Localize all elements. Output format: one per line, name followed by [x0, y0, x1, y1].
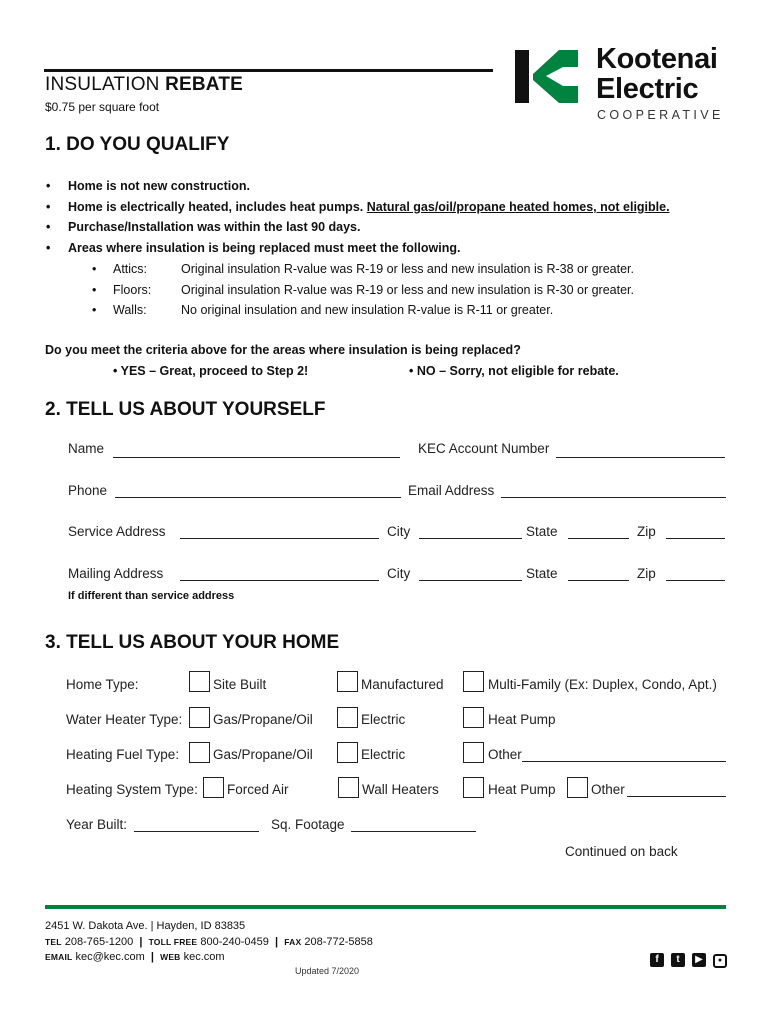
- footer-web-link[interactable]: kec.com: [183, 951, 225, 963]
- system-other-field[interactable]: [627, 796, 726, 797]
- water-heat-pump-checkbox[interactable]: [463, 707, 484, 728]
- phone-field[interactable]: [115, 497, 401, 498]
- qualify-bullet: • Areas where insulation is being replaced must meet the following.: [46, 241, 461, 255]
- answer-yes: • YES – Great, proceed to Step 2!: [113, 364, 309, 378]
- footer-phones: TEL 208-765-1200 | TOLL FREE 800-240-0459 | FAX 208-772-5858: [45, 936, 373, 948]
- service-state-field[interactable]: [568, 538, 629, 539]
- mailing-city-field[interactable]: [419, 580, 522, 581]
- service-city-label: City: [387, 524, 411, 539]
- footer-contact: EMAIL kec@kec.com | WEB kec.com: [45, 951, 225, 963]
- facebook-icon[interactable]: f: [650, 953, 664, 967]
- instagram-icon[interactable]: ●: [713, 954, 727, 968]
- logo-line-1: Kootenai: [596, 43, 718, 75]
- mailing-city-label: City: [387, 566, 411, 581]
- water-gas-checkbox[interactable]: [189, 707, 210, 728]
- system-forced-air-label: Forced Air: [227, 782, 289, 797]
- service-city-field[interactable]: [419, 538, 522, 539]
- qualify-question: Do you meet the criteria above for the areas where insulation is being replaced?: [45, 343, 521, 357]
- system-wall-heaters-label: Wall Heaters: [362, 782, 439, 797]
- fuel-gas-label: Gas/Propane/Oil: [213, 747, 313, 762]
- phone-label: Phone: [68, 483, 108, 498]
- section-3-heading: 3. TELL US ABOUT YOUR HOME: [45, 632, 340, 653]
- page-title: INSULATION REBATE: [45, 74, 243, 95]
- rebate-rate: $0.75 per square foot: [45, 100, 160, 114]
- mailing-note: If different than service address: [68, 590, 235, 602]
- manufactured-checkbox[interactable]: [337, 671, 358, 692]
- kec-logo-icon: [515, 50, 578, 103]
- site-built-checkbox[interactable]: [189, 671, 210, 692]
- water-heat-pump-label: Heat Pump: [488, 712, 556, 727]
- section-2-heading: 2. TELL US ABOUT YOURSELF: [45, 399, 326, 420]
- twitter-icon[interactable]: t: [671, 953, 685, 967]
- water-electric-checkbox[interactable]: [337, 707, 358, 728]
- name-label: Name: [68, 441, 105, 456]
- water-gas-label: Gas/Propane/Oil: [213, 712, 313, 727]
- fuel-electric-label: Electric: [361, 747, 406, 762]
- account-label: KEC Account Number: [418, 441, 550, 456]
- mailing-state-label: State: [526, 566, 558, 581]
- water-electric-label: Electric: [361, 712, 406, 727]
- system-wall-heaters-checkbox[interactable]: [338, 777, 359, 798]
- system-heat-pump-checkbox[interactable]: [463, 777, 484, 798]
- footer-email-link[interactable]: kec@kec.com: [75, 951, 145, 963]
- manufactured-label: Manufactured: [361, 677, 444, 692]
- mailing-zip-field[interactable]: [666, 580, 725, 581]
- email-label: Email Address: [408, 483, 495, 498]
- fuel-other-label: Other: [488, 747, 522, 762]
- youtube-icon[interactable]: ▶: [692, 953, 706, 967]
- logo-line-2: Electric: [596, 73, 699, 105]
- site-built-label: Site Built: [213, 677, 267, 692]
- logo-line-3: COOPERATIVE: [597, 108, 724, 122]
- footer-rule: [45, 905, 726, 909]
- criteria-floors: • Floors: Original insulation R-value was R-19 or less and new insulation is R-30 or greater.: [92, 283, 634, 297]
- service-address-field[interactable]: [180, 538, 379, 539]
- qualify-bullet: • Home is electrically heated, includes heat pumps. Natural gas/oil/propane heated homes, not eligible.: [46, 200, 670, 214]
- home-type-label: Home Type:: [66, 677, 139, 692]
- continued-note: Continued on back: [565, 844, 678, 859]
- fuel-gas-checkbox[interactable]: [189, 742, 210, 763]
- service-zip-label: Zip: [637, 524, 656, 539]
- system-other-label: Other: [591, 782, 625, 797]
- heating-system-label: Heating System Type:: [66, 782, 198, 797]
- heating-fuel-label: Heating Fuel Type:: [66, 747, 180, 762]
- fuel-other-field[interactable]: [522, 761, 726, 762]
- year-built-field[interactable]: [134, 831, 259, 832]
- service-state-label: State: [526, 524, 558, 539]
- mailing-zip-label: Zip: [637, 566, 656, 581]
- year-built-label: Year Built:: [66, 817, 128, 832]
- answer-no: • NO – Sorry, not eligible for rebate.: [409, 364, 619, 378]
- updated-date: Updated 7/2020: [295, 966, 360, 976]
- system-forced-air-checkbox[interactable]: [203, 777, 224, 798]
- account-field[interactable]: [556, 457, 725, 458]
- section-1-heading: 1. DO YOU QUALIFY: [45, 134, 230, 155]
- system-other-checkbox[interactable]: [567, 777, 588, 798]
- multi-family-label: Multi-Family (Ex: Duplex, Condo, Apt.): [488, 677, 717, 692]
- water-heater-label: Water Heater Type:: [66, 712, 183, 727]
- mailing-address-field[interactable]: [180, 580, 379, 581]
- multi-family-checkbox[interactable]: [463, 671, 484, 692]
- service-zip-field[interactable]: [666, 538, 725, 539]
- fuel-electric-checkbox[interactable]: [337, 742, 358, 763]
- criteria-walls: • Walls: No original insulation and new insulation R-value is R-11 or greater.: [92, 303, 554, 317]
- mailing-state-field[interactable]: [568, 580, 629, 581]
- qualify-bullet: • Purchase/Installation was within the last 90 days.: [46, 220, 361, 234]
- email-field[interactable]: [501, 497, 726, 498]
- qualify-bullet: • Home is not new construction.: [46, 179, 250, 193]
- sq-footage-label: Sq. Footage: [271, 817, 345, 832]
- footer-address: 2451 W. Dakota Ave. | Hayden, ID 83835: [45, 920, 246, 932]
- fuel-other-checkbox[interactable]: [463, 742, 484, 763]
- service-address-label: Service Address: [68, 524, 166, 539]
- name-field[interactable]: [113, 457, 400, 458]
- sq-footage-field[interactable]: [351, 831, 476, 832]
- title-rule: [44, 69, 493, 72]
- system-heat-pump-label: Heat Pump: [488, 782, 556, 797]
- mailing-address-label: Mailing Address: [68, 566, 164, 581]
- criteria-attics: • Attics: Original insulation R-value was R-19 or less and new insulation is R-38 or greater.: [92, 262, 634, 276]
